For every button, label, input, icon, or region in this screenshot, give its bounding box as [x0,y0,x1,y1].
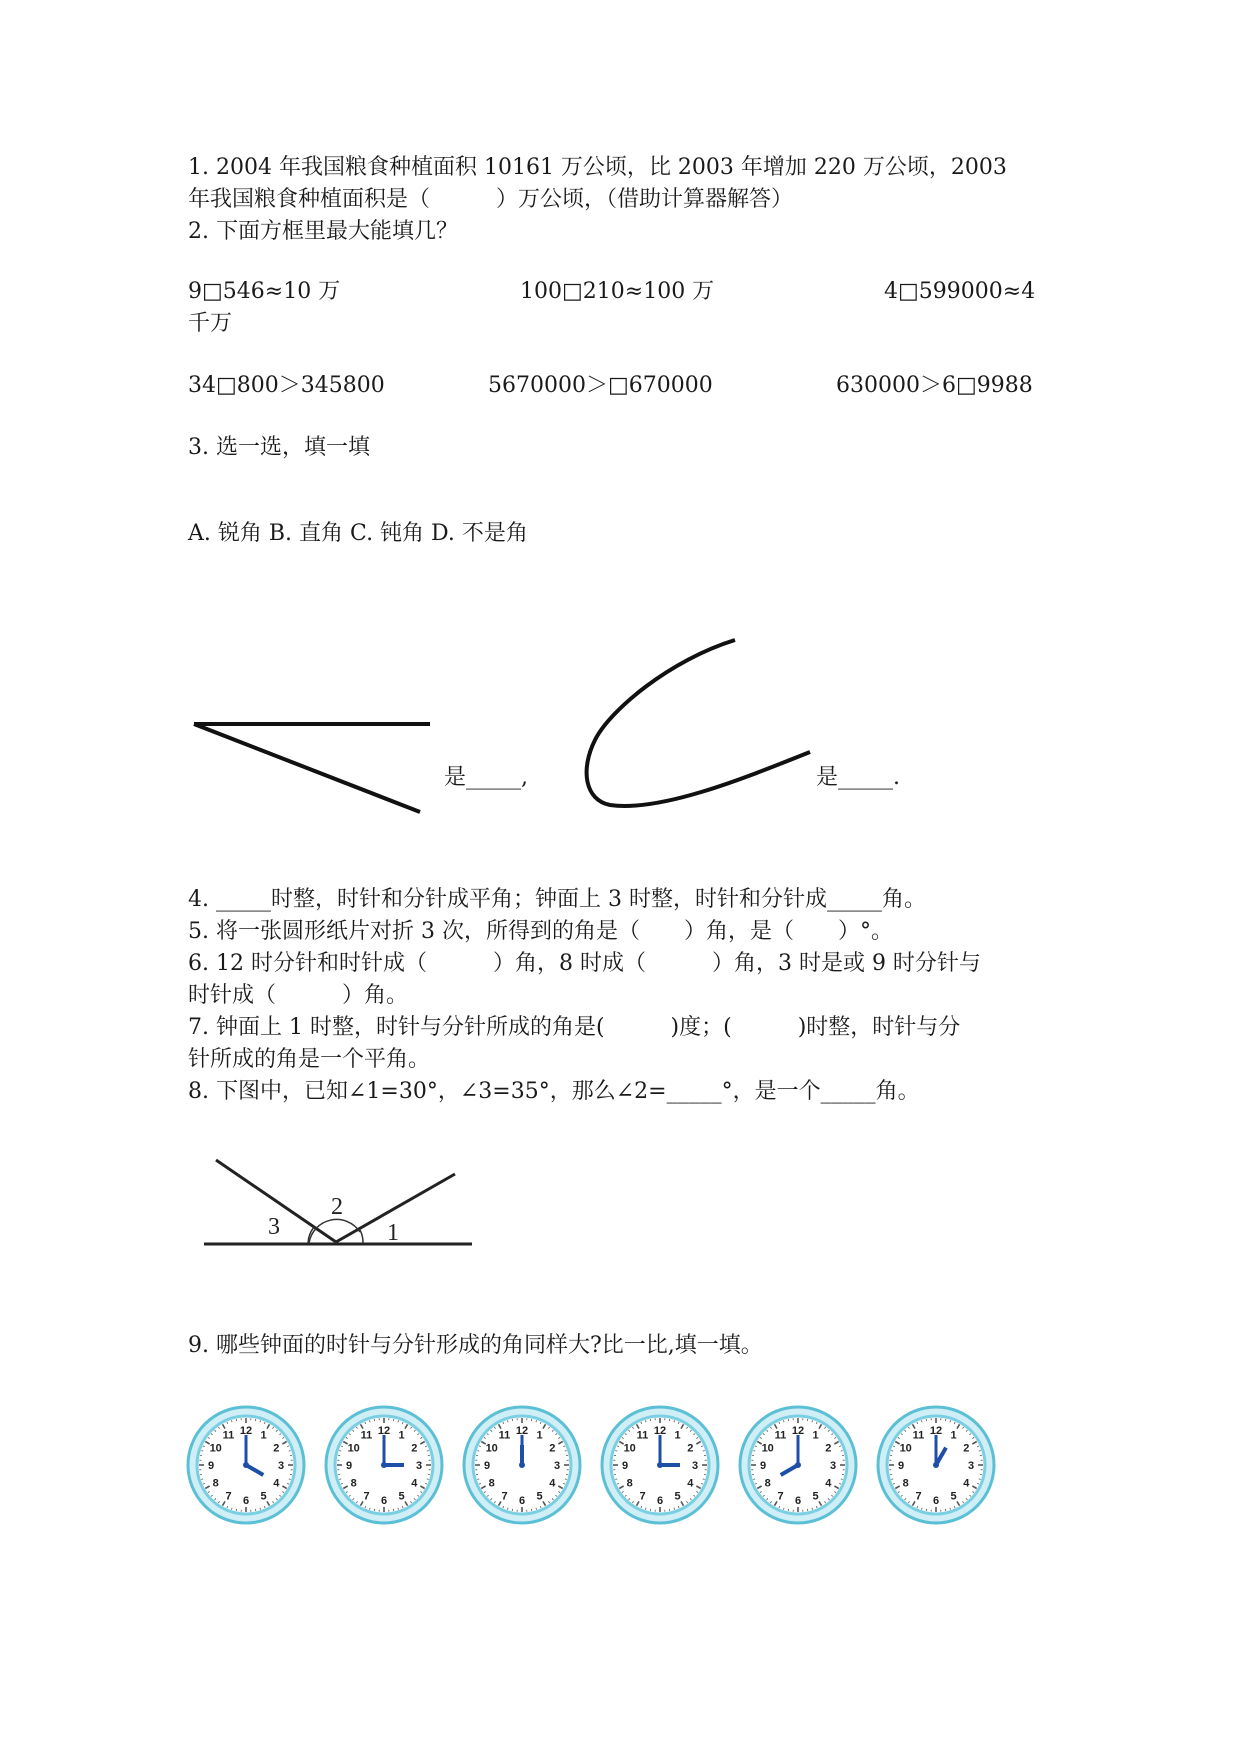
clock-numeral: 12 [515,1425,529,1437]
clock-numeral: 4 [687,1477,694,1490]
q3-curve-figure [587,640,810,806]
q2-item-1: 9□546≈10 万 [188,279,341,304]
clock-numeral: 6 [380,1495,388,1507]
clock-numeral: 9 [897,1460,905,1472]
q3-options: A. 锐角 B. 直角 C. 钝角 D. 不是角 [188,521,528,546]
clock-numeral: 10 [209,1442,222,1455]
clock-numeral: 8 [902,1477,909,1490]
clock-numeral: 4 [549,1477,556,1490]
clock-numeral: 12 [929,1425,943,1437]
clock-5 [740,1407,856,1523]
clock-numeral: 12 [653,1425,667,1437]
clock-numeral: 9 [483,1460,491,1472]
clock-numeral: 9 [621,1460,629,1472]
clock-numeral: 8 [764,1477,771,1490]
clock-numeral: 9 [759,1460,767,1472]
clock-numeral: 12 [377,1425,391,1437]
q8-label-3: 3 [268,1214,280,1240]
q4-text: 4. _____时整，时针和分针成平角；钟面上 3 时整，时针和分针成_____角。 [188,887,926,912]
q3-blank-2[interactable]: 是_____. [816,765,900,790]
clock-numeral: 2 [411,1442,418,1455]
clock-numeral: 3 [691,1460,699,1472]
clock-numeral: 2 [963,1442,970,1455]
clock-numeral: 8 [626,1477,633,1490]
clock-numeral: 11 [222,1429,235,1442]
q8-label-1: 1 [387,1220,399,1246]
clock-2 [326,1407,442,1523]
clock-numeral: 10 [347,1442,360,1455]
clock-numeral: 6 [794,1495,802,1507]
q2-item-2: 100□210≈100 万 [520,279,715,304]
clock-numeral: 7 [225,1490,232,1503]
clock-numeral: 1 [536,1429,543,1442]
q7-line1: 7. 钟面上 1 时整，时针与分针所成的角是( )度；( )时整，时针与分 [188,1015,961,1040]
clock-numeral: 6 [242,1495,250,1507]
q8-text: 8. 下图中，已知∠1=30°，∠3=35°，那么∠2=_____°，是一个_____角。 [188,1079,920,1104]
clock-3 [464,1407,580,1523]
q7-line2: 针所成的角是一个平角。 [188,1047,431,1072]
clock-numeral: 11 [912,1429,925,1442]
clock-numeral: 1 [398,1429,405,1442]
clock-numeral: 3 [553,1460,561,1472]
clock-numeral: 5 [812,1490,819,1503]
clock-numeral: 7 [639,1490,646,1503]
clock-numeral: 4 [411,1477,418,1490]
clock-numeral: 7 [915,1490,922,1503]
clock-numeral: 2 [687,1442,694,1455]
clock-numeral: 3 [967,1460,975,1472]
clock-numeral: 6 [932,1495,940,1507]
clock-1 [188,1407,304,1523]
clock-numeral: 5 [260,1490,267,1503]
q9-text: 9. 哪些钟面的时针与分针形成的角同样大?比一比,填一填。 [188,1333,763,1358]
q9-clocks [188,1407,994,1523]
clock-numeral: 11 [498,1429,511,1442]
clock-numeral: 7 [363,1490,370,1503]
q8-label-2: 2 [331,1194,343,1220]
q1-line2: 年我国粮食种植面积是（ ）万公顷，（借助计算器解答） [188,187,794,212]
clock-numeral: 8 [350,1477,357,1490]
clock-numeral: 10 [761,1442,774,1455]
q3-angle-figure [194,724,430,812]
clock-numeral: 5 [950,1490,957,1503]
q3-blank-1[interactable]: 是_____, [444,765,528,790]
q2-item-3-wrap: 千万 [188,311,233,336]
clock-numeral: 8 [488,1477,495,1490]
clock-4 [602,1407,718,1523]
clock-numeral: 12 [239,1425,253,1437]
clock-numeral: 11 [774,1429,787,1442]
clock-numeral: 1 [674,1429,681,1442]
clock-numeral: 2 [825,1442,832,1455]
q6-line2: 时针成（ ）角。 [188,983,409,1008]
clock-numeral: 7 [501,1490,508,1503]
clock-numeral: 1 [812,1429,819,1442]
q2-item-6: 630000＞6□9988 [836,373,1033,398]
clock-numeral: 4 [273,1477,280,1490]
clock-numeral: 9 [207,1460,215,1472]
clock-numeral: 6 [518,1495,526,1507]
clock-numeral: 2 [549,1442,556,1455]
q2-title: 2. 下面方框里最大能填几？ [188,219,458,244]
clock-numeral: 6 [656,1495,664,1507]
clock-numeral: 4 [963,1477,970,1490]
clock-numeral: 8 [212,1477,219,1490]
q3-title: 3. 选一选，填一填 [188,435,370,460]
clock-numeral: 11 [360,1429,373,1442]
clock-numeral: 10 [485,1442,498,1455]
clock-numeral: 2 [273,1442,280,1455]
clock-numeral: 10 [899,1442,912,1455]
clock-numeral: 1 [950,1429,957,1442]
clock-numeral: 5 [536,1490,543,1503]
clock-numeral: 9 [345,1460,353,1472]
clock-numeral: 7 [777,1490,784,1503]
clock-numeral: 5 [398,1490,405,1503]
clock-numeral: 3 [415,1460,423,1472]
q6-line1: 6. 12 时分针和时针成（ ）角，8 时成（ ）角，3 时是或 9 时分针与 [188,951,981,976]
clock-numeral: 11 [636,1429,649,1442]
clock-numeral: 10 [623,1442,636,1455]
q2-item-4: 34□800＞345800 [188,373,385,398]
q8-angle-diagram [204,1160,472,1246]
q2-item-5: 5670000＞□670000 [488,373,713,398]
q1-line1: 1. 2004 年我国粮食种植面积 10161 万公顷，比 2003 年增加 220 万公顷，2003 [188,155,1007,180]
clock-numeral: 3 [829,1460,837,1472]
clock-numeral: 12 [791,1425,805,1437]
q2-item-3: 4□599000≈4 [884,279,1036,304]
clock-numeral: 3 [277,1460,285,1472]
clock-numeral: 5 [674,1490,681,1503]
clock-numeral: 1 [260,1429,267,1442]
clock-6 [878,1407,994,1523]
q5-text: 5. 将一张圆形纸片对折 3 次，所得到的角是（ ）角，是（ ）°。 [188,919,893,944]
clock-numeral: 4 [825,1477,832,1490]
